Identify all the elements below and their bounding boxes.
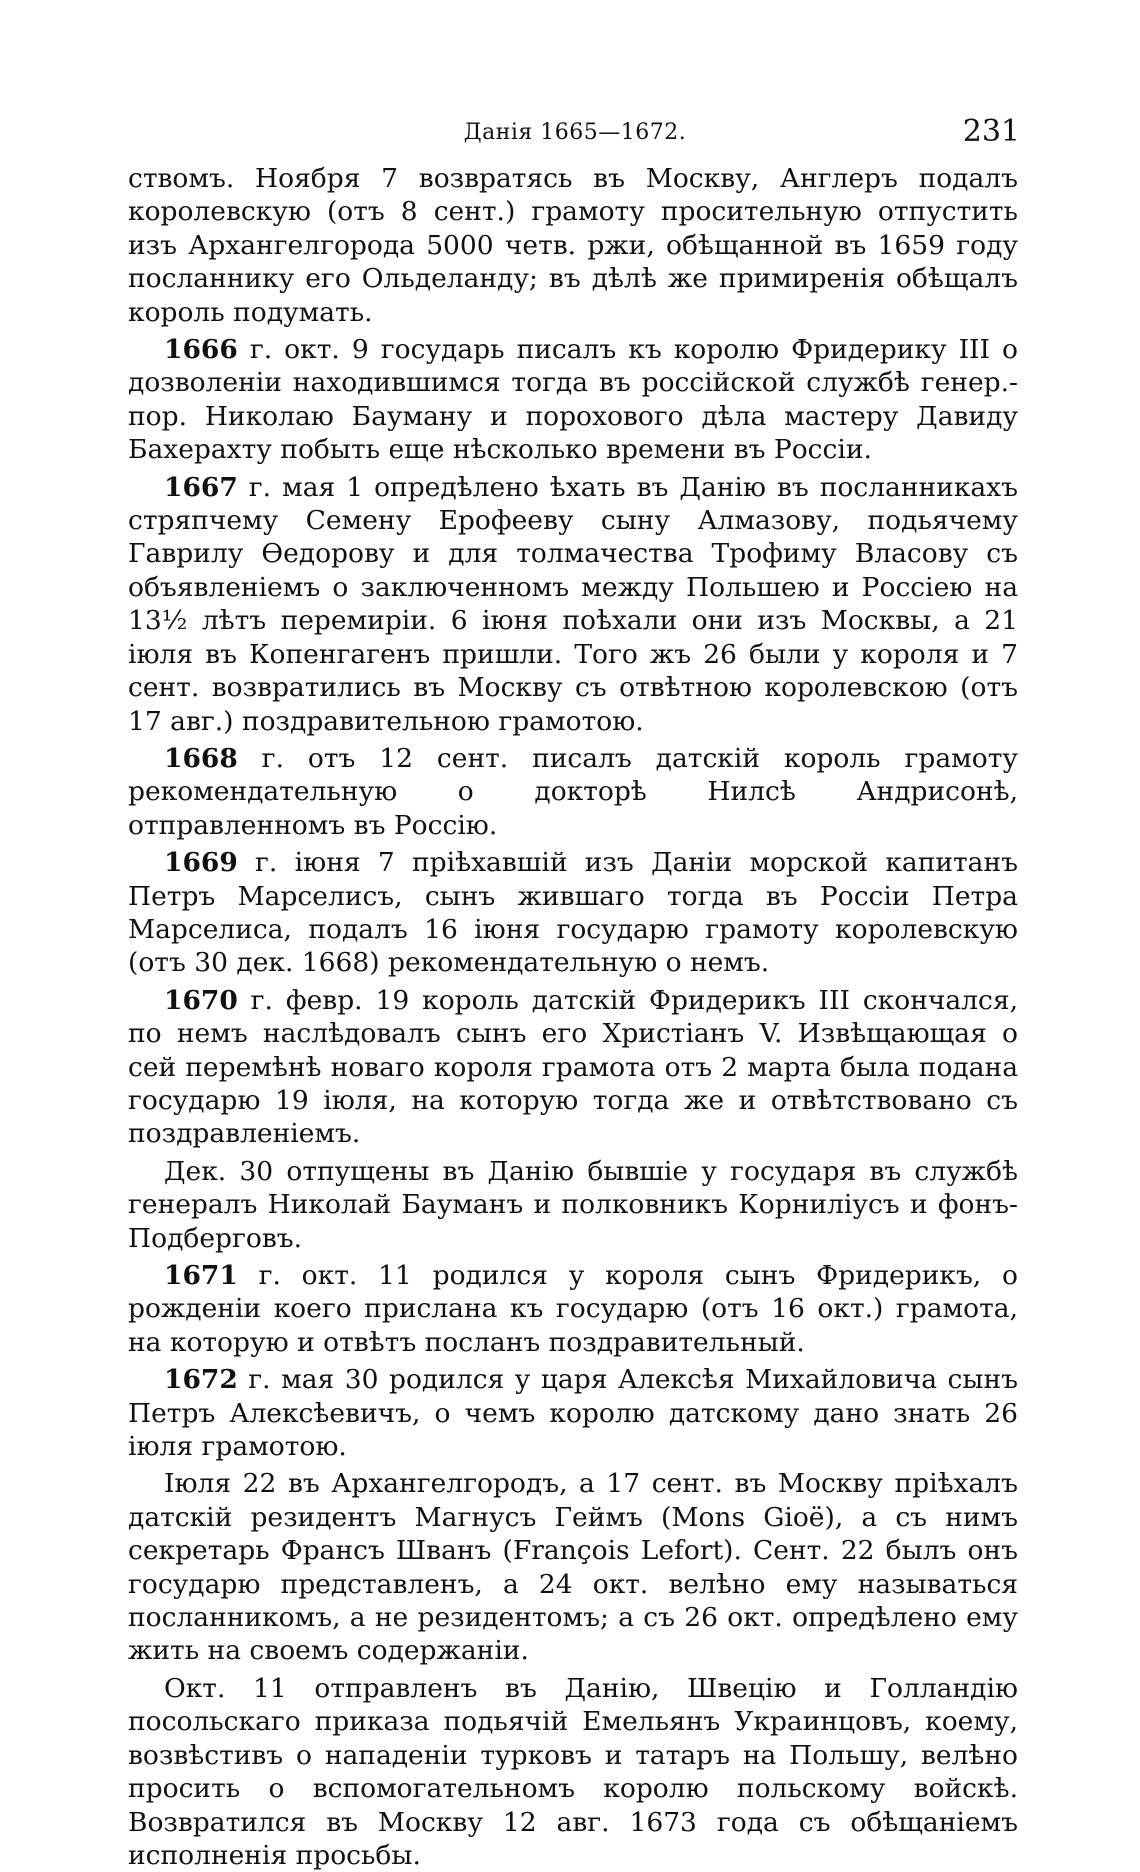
paragraph: [128, 1259, 1018, 1359]
year-heading: 1670: [164, 984, 238, 1016]
page-header: [130, 114, 1020, 148]
paragraph-text: г. мая 30 родился у царя Алексѣя Михайловича сынъ Петръ Алексѣевичъ, о чемъ королю датскому дано знать 26 іюля грамотою.: [128, 1364, 1018, 1463]
paragraph-text: Дек. 30 отпущены въ Данію бывшіе у государя въ службѣ генералъ Николай Бауманъ и полковникъ Корниліусъ и фонъ-Подберговъ.: [128, 1155, 1018, 1254]
year-heading: 1667: [164, 471, 238, 503]
running-title: Данія 1665—1672.: [463, 120, 687, 145]
body-text: [128, 162, 1018, 1872]
year-heading: 1666: [164, 334, 238, 366]
paragraph-text: г. отъ 12 сент. писалъ датскій король грамоту рекомендательную о докторѣ Нилсѣ Андрисонѣ, отправленномъ въ Россію.: [128, 742, 1018, 841]
paragraph-text: г. окт. 9 государь писалъ къ королю Фридерику III о дозволеніи находившимся тогда въ россійской службѣ генер.-пор. Николаю Бауману и порохового дѣла мастеру Давиду Бахерахту побыть еще нѣсколько времени въ Россіи.: [128, 334, 1018, 466]
paragraph: [128, 1672, 1018, 1872]
paragraph-text: Окт. 11 отправленъ въ Данію, Швецію и Голландію посольскаго приказа подьячій Емельянъ Украинцовъ, коему, возвѣстивъ о нападеніи турковъ и татаръ на Польшу, велѣно просить о вспомогательномъ королю польскому войскѣ. Возвратился въ Москву 12 авг. 1673 года съ обѣщаніемъ исполненія просьбы.: [128, 1672, 1018, 1871]
paragraph-text: г. іюня 7 пріѣхавшій изъ Даніи морской капитанъ Петръ Марселисъ, сынъ жившаго тогда въ Россіи Петра Марселиса, подалъ 16 іюня государю грамоту королевскую (отъ 30 дек. 1668) рекомендательную о немъ.: [128, 847, 1018, 979]
year-heading: 1668: [164, 742, 238, 774]
paragraph-text: ствомъ. Ноября 7 возвратясь въ Москву, Англеръ подалъ королевскую (отъ 8 сент.) грамоту просительную отпустить изъ Архангелгорода 5000 четв. ржи, обѣщанной въ 1659 году посланнику его Ольделанду; въ дѣлѣ же примиренія обѣщалъ король подумать.: [128, 163, 1018, 328]
year-heading: 1671: [164, 1260, 238, 1291]
paragraph-text: г. мая 1 опредѣлено ѣхать въ Данію въ посланникахъ стряпчему Семену Ерофееву сыну Алмазову, подьячему Гаврилу Ѳедорову и для толмачества Трофиму Власову съ объявленіемъ о заключенномъ между Польшею и Россіею на 13½ лѣтъ перемиріи. 6 іюня поѣхали они изъ Москвы, а 21 іюля въ Копенгагенъ пришли. Того жъ 26 были у короля и 7 сент. возвратились въ Москву съ отвѣтною королевскою (отъ 17 авг.) поздравительною грамотою.: [128, 471, 1018, 737]
paragraph: [128, 162, 1018, 329]
paragraph: [128, 984, 1018, 1151]
year-heading: 1669: [164, 847, 238, 879]
paragraph: [128, 1363, 1018, 1463]
paragraph-text: Іюля 22 въ Архангелгородъ, а 17 сент. въ Москву пріѣхалъ датскій резидентъ Магнусъ Геймъ (Mons Gioë), а съ нимъ секретарь Франсъ Шванъ (François Lefort). Сент. 22 былъ онъ государю представленъ, а 24 окт. велѣно ему называться посланникомъ, а не резидентомъ; а съ 26 окт. опредѣлено ему жить на своемъ содержаніи.: [128, 1468, 1018, 1667]
paragraph: [128, 333, 1018, 467]
paragraph: [128, 471, 1018, 738]
paragraph: [128, 742, 1018, 842]
paragraph-text: г. февр. 19 король датскій Фридерикъ III скончался, по немъ наслѣдовалъ сынъ его Христіанъ V. Извѣщающая о сей перемѣнѣ новаго короля грамота отъ 2 марта была подана государю 19 іюля, на которую тогда же и отвѣтствовано съ поздравленіемъ.: [128, 984, 1018, 1150]
paragraph: [128, 1467, 1018, 1667]
paragraph-text: г. окт. 11 родился у короля сынъ Фридерикъ, о рожденіи коего прислана къ государю (отъ 16 окт.) грамота, на которую и отвѣтъ посланъ поздравительный.: [128, 1260, 1018, 1358]
paragraph: [128, 846, 1018, 980]
page-number: 231: [962, 114, 1020, 149]
paragraph: [128, 1155, 1018, 1255]
year-heading: 1672: [164, 1364, 238, 1396]
